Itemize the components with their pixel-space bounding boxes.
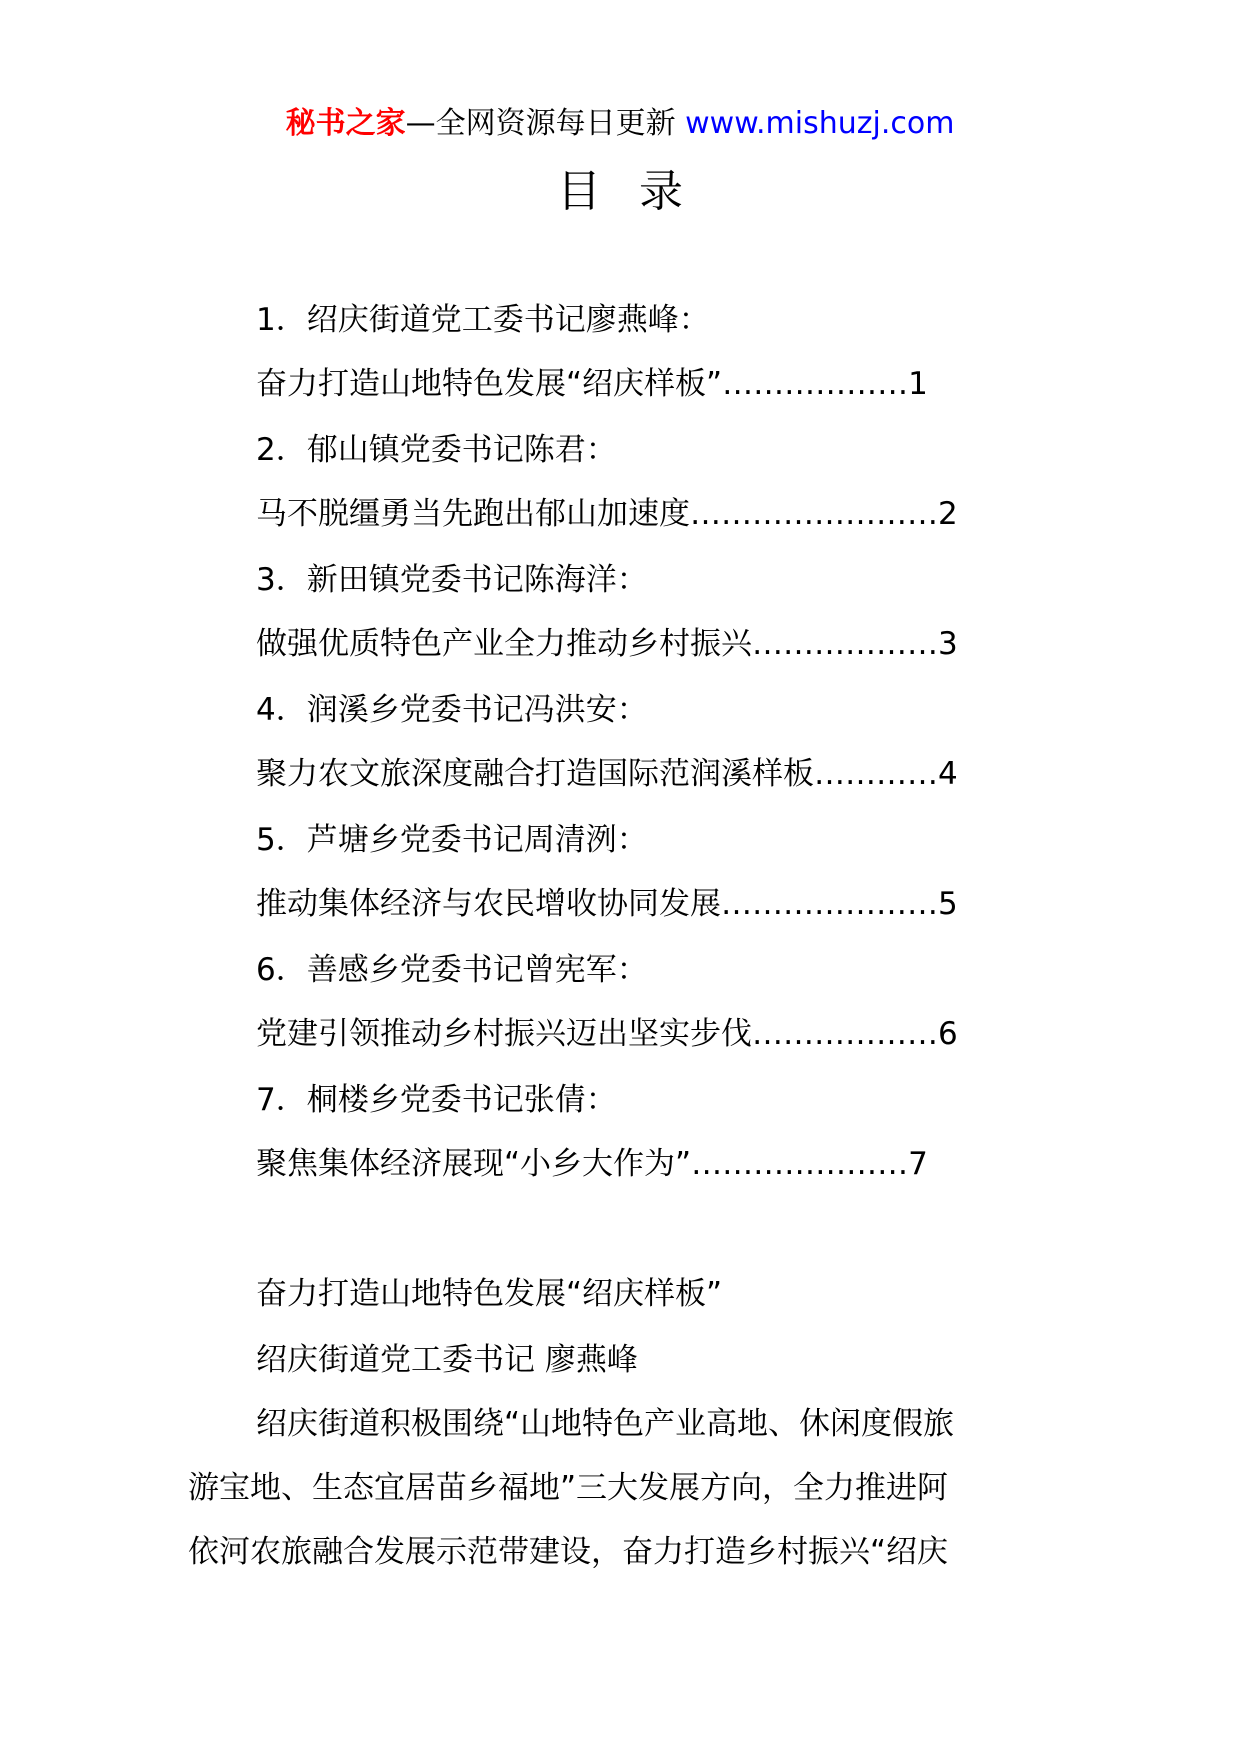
toc-entry-7[interactable] bbox=[256, 1144, 928, 1184]
toc-heading-1: 1．绍庆街道党工委书记廖燕峰： bbox=[256, 302, 710, 338]
toc-leader: ………………… bbox=[691, 1146, 909, 1182]
header-slogan: —全网资源每日更新 bbox=[405, 106, 676, 141]
toc-heading-5: 5．芦塘乡党委书记周清洌： bbox=[256, 822, 648, 858]
toc-heading-7: 7．桐楼乡党委书记张倩： bbox=[256, 1082, 617, 1118]
toc-page-number: 2 bbox=[938, 496, 958, 532]
toc-entry-4[interactable] bbox=[256, 754, 958, 794]
toc-page-number: 5 bbox=[938, 886, 958, 922]
toc-page-number: 7 bbox=[908, 1146, 928, 1182]
toc-subtitle: 马不脱缰勇当先跑出郁山加速度 bbox=[256, 496, 690, 532]
page-title: 目录 bbox=[557, 166, 721, 217]
toc-entry-1[interactable] bbox=[256, 364, 928, 404]
toc-heading-6: 6．善感乡党委书记曾宪军： bbox=[256, 952, 648, 988]
toc-heading-3: 3．新田镇党委书记陈海洋： bbox=[256, 562, 648, 598]
toc-subtitle: 奋力打造山地特色发展“绍庆样板” bbox=[256, 366, 723, 402]
toc-heading-4: 4．润溪乡党委书记冯洪安： bbox=[256, 692, 648, 728]
article-title: 奋力打造山地特色发展“绍庆样板” bbox=[256, 1276, 723, 1312]
toc-leader: ……………… bbox=[722, 366, 909, 402]
toc-subtitle: 做强优质特色产业全力推动乡村振兴 bbox=[256, 626, 752, 662]
toc-subtitle: 聚力农文旅深度融合打造国际范润溪样板 bbox=[256, 756, 814, 792]
toc-subtitle: 党建引领推动乡村振兴迈出坚实步伐 bbox=[256, 1016, 752, 1052]
toc-entry-3[interactable] bbox=[256, 624, 958, 664]
toc-entry-2[interactable] bbox=[256, 494, 958, 534]
toc-subtitle: 推动集体经济与农民增收协同发展 bbox=[256, 886, 721, 922]
toc-page-number: 3 bbox=[938, 626, 958, 662]
toc-entry-5[interactable] bbox=[256, 884, 958, 924]
article-body-line-1: 绍庆街道积极围绕“山地特色产业高地、休闲度假旅 bbox=[256, 1406, 955, 1442]
article-author: 绍庆街道党工委书记 廖燕峰 bbox=[256, 1342, 638, 1378]
toc-leader: …………………… bbox=[690, 496, 938, 532]
toc-subtitle: 聚焦集体经济展现“小乡大作为” bbox=[256, 1146, 692, 1182]
toc-leader: ………………… bbox=[721, 886, 938, 922]
toc-page-number: 1 bbox=[908, 366, 928, 402]
brand-name: 秘书之家 bbox=[285, 106, 406, 141]
toc-leader: ……………… bbox=[752, 626, 938, 662]
site-header bbox=[0, 104, 1240, 144]
toc-entry-6[interactable] bbox=[256, 1014, 958, 1054]
toc-leader: ……………… bbox=[752, 1016, 938, 1052]
toc-page-number: 4 bbox=[938, 756, 958, 792]
article-body-line-3: 依河农旅融合发展示范带建设，奋力打造乡村振兴“绍庆 bbox=[188, 1534, 949, 1570]
toc-page-number: 6 bbox=[938, 1016, 958, 1052]
site-url-link[interactable]: www.mishuzj.com bbox=[685, 106, 955, 141]
toc-heading-2: 2．郁山镇党委书记陈君： bbox=[256, 432, 617, 468]
article-body-line-2: 游宝地、生态宜居苗乡福地”三大发展方向，全力推进阿 bbox=[188, 1470, 949, 1506]
toc-leader: ………… bbox=[814, 756, 938, 792]
